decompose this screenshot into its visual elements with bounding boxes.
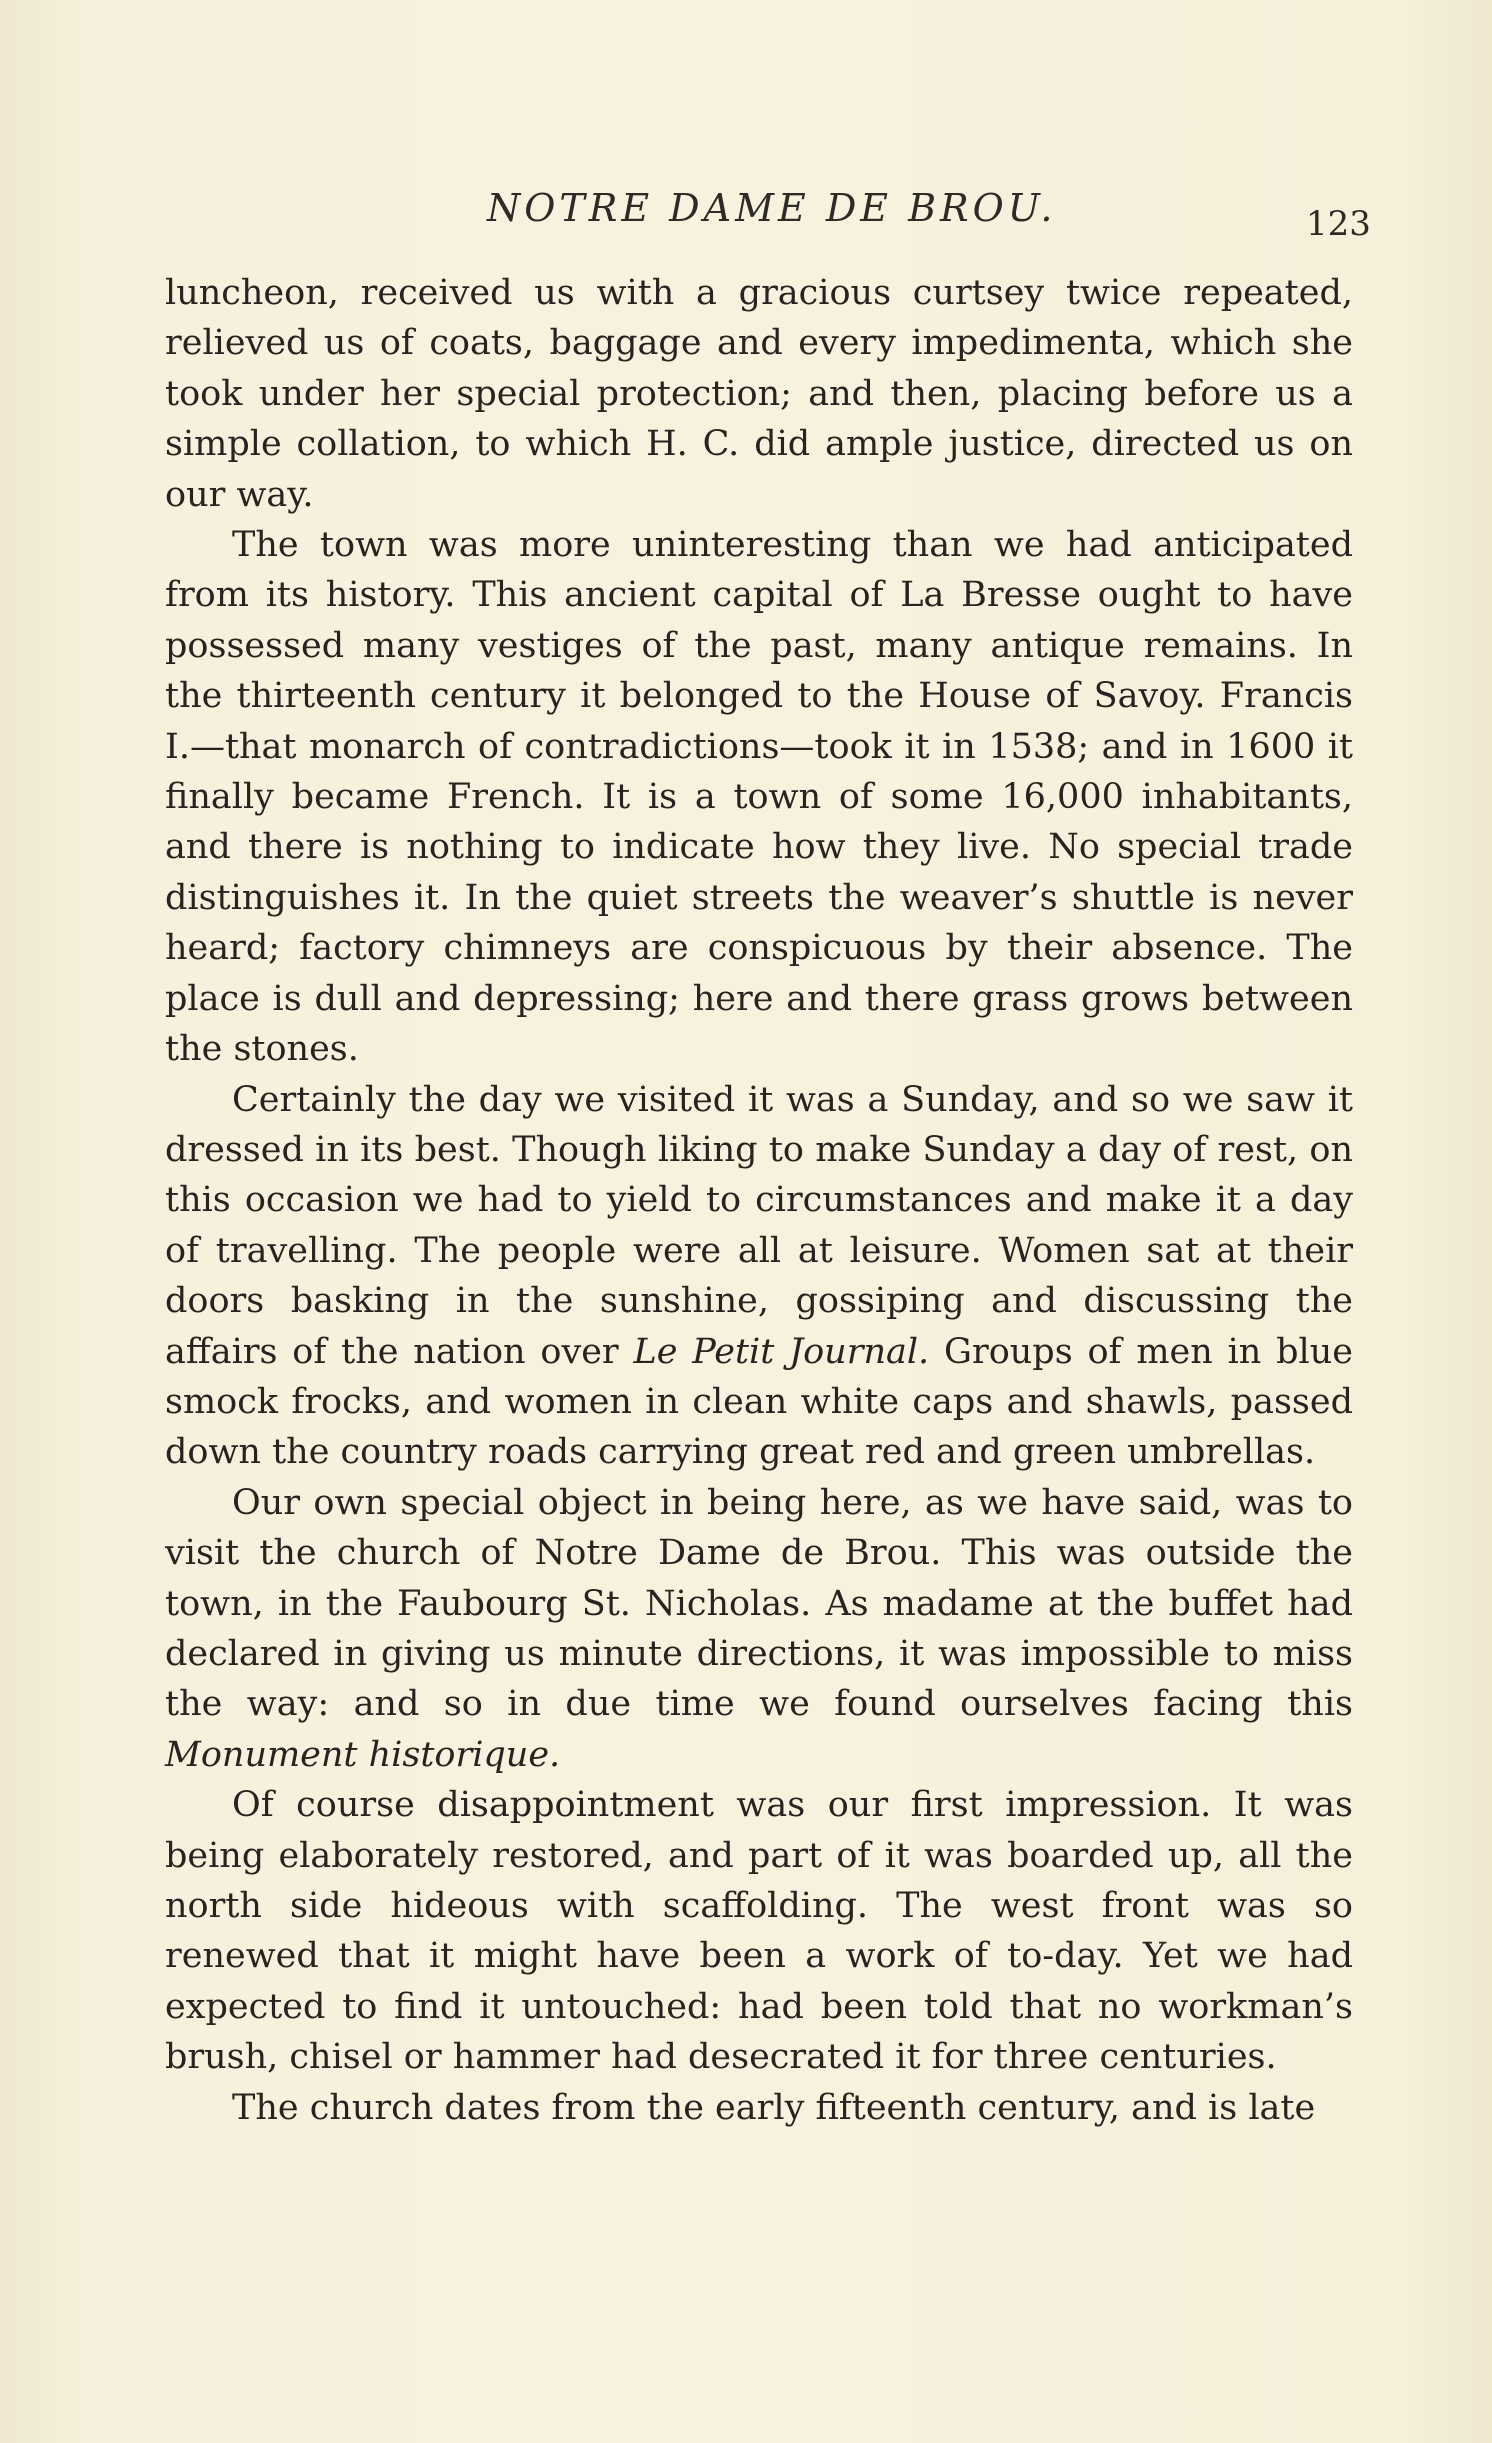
paragraph-4-italic-phrase: Monument historique. — [165, 1734, 561, 1775]
body-text — [165, 268, 1353, 2133]
page-header — [0, 186, 1492, 242]
paragraph-3-text-after: Groups of men in blue smock frocks, and women in clean white caps and shawls, passed down the country roads carrying great red and green umbrellas. — [165, 1331, 1353, 1473]
paragraph-3-italic-title: Le Petit Journal. — [633, 1331, 930, 1372]
paragraph-5-text: Of course disappointment was our first impression. It was being elaborately restored, and part of it was boarded up, all the north side hideous with scaffolding. The west front was so renewed that it might have been a work of to-day. Yet we had expected to find it untouched: had been told that no workman’s brush, chisel or hammer had desecrated it for three centuries. — [165, 1785, 1353, 2078]
paragraph-5 — [165, 1780, 1353, 2082]
paragraph-6 — [165, 2083, 1353, 2133]
paragraph-2-text: The town was more uninteresting than we had anticipated from its history. This ancient capital of La Bresse ought to have possessed many vestiges of the past, many antique remains. In the thirteenth century it belonged to the House of Savoy. Francis I.—that monarch of contradictions—took it in 1538; and in 1600 it finally became French. It is a town of some 16,000 inhabitants, and there is nothing to indicate how they live. No special trade distinguishes it. In the quiet streets the weaver’s shuttle is never heard; factory chimneys are conspicuous by their absence. The place is dull and depressing; here and there grass grows between the stones. — [165, 525, 1353, 1070]
paragraph-2 — [165, 520, 1353, 1074]
page-number: 123 — [1306, 204, 1371, 244]
paragraph-4 — [165, 1478, 1353, 1780]
paragraph-6-text: The church dates from the early fifteenth century, and is late — [232, 2087, 1316, 2128]
paragraph-3-text-before: Certainly the day we visited it was a Sunday, and so we saw it dressed in its best. Though liking to make Sunday a day of rest, on this occasion we had to yield to circumstances and make it a day of travelling. The people were all at leisure. Women sat at their doors basking in the sunshine, gossiping and discussing the affairs of the nation over — [165, 1079, 1353, 1372]
paragraph-4-text-before: Our own special object in being here, as we have said, was to visit the church of Notre Dame de Brou. This was outside the town, in the Faubourg St. Nicholas. As madame at the buffet had declared in giving us minute directions, it was impossible to miss the way: and so in due time we found ourselves facing this — [165, 1482, 1353, 1725]
paragraph-1 — [165, 268, 1353, 520]
paragraph-3 — [165, 1075, 1353, 1478]
running-title: NOTRE DAME DE BROU. — [487, 186, 1057, 230]
paragraph-1-text: luncheon, received us with a gracious curtsey twice repeated, relieved us of coats, baggage and every impedimenta, which she took under her special protection; and then, placing before us a simple collation, to which H. C. did ample justice, directed us on our way. — [165, 273, 1353, 515]
